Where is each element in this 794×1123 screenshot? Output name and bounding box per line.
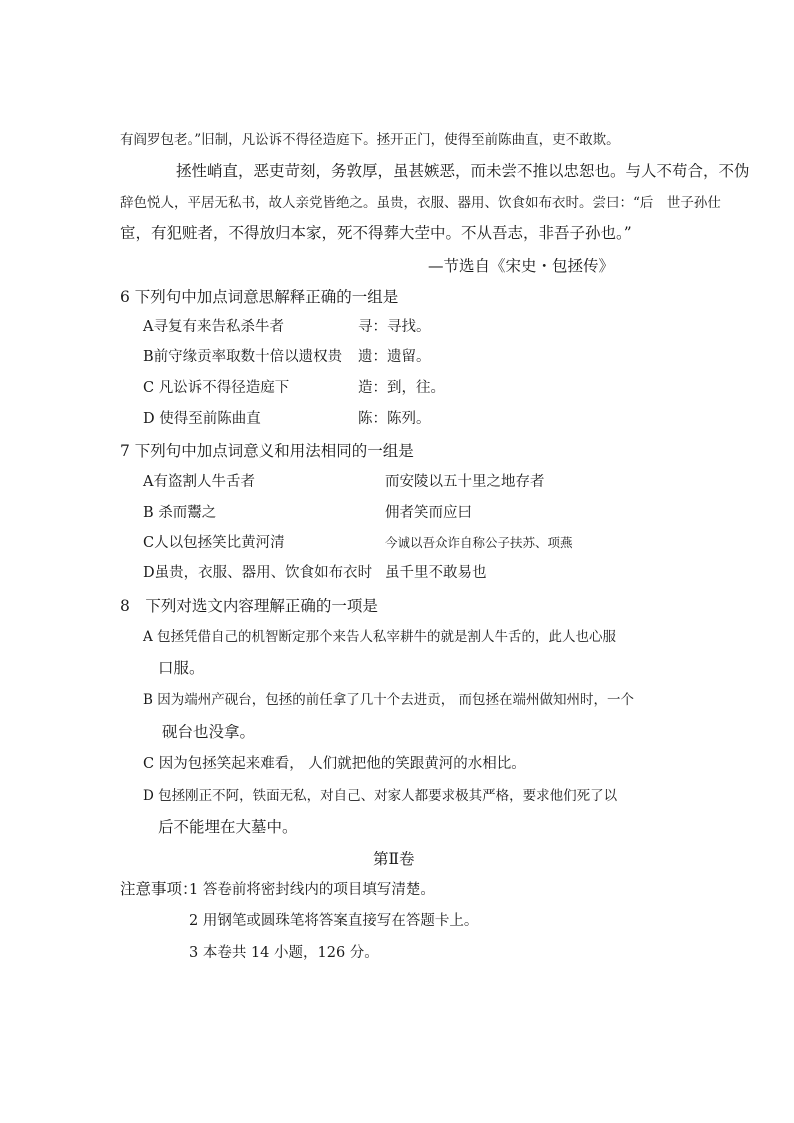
passage-line-3: 辞色悦人，平居无私书，故人亲党皆绝之。虽贵，衣服、器用、饮食如布衣时。尝曰：“后 世子孙仕 bbox=[120, 195, 721, 211]
q7-option-b-left: B 杀而鬻之 bbox=[143, 505, 217, 521]
passage-line-1: 有阎罗包老。”旧制，凡讼诉不得径造庭下。拯开正门，使得至前陈曲直，吏不敢欺。 bbox=[120, 132, 620, 148]
part2-note-3: 3 本卷共 14 小题，126 分。 bbox=[189, 945, 379, 961]
q7-option-d-left: D虽贵，衣服、器用、饮食如布衣时 bbox=[143, 565, 373, 581]
q6-stem: 6 下列句中加点词意思解释正确的一组是 bbox=[120, 288, 399, 306]
q6-option-d: D 使得至前陈曲直 bbox=[143, 411, 261, 427]
q7-option-a-left: A有盗割人牛舌者 bbox=[143, 474, 255, 490]
q6-gloss-d: 陈：陈列。 bbox=[358, 411, 431, 427]
q6-option-a: A寻复有来告私杀牛者 bbox=[143, 319, 284, 335]
q6-option-b: B前守缘贡率取数十倍以遗权贵 bbox=[143, 349, 343, 365]
part2-notes-label: 注意事项： bbox=[120, 880, 198, 898]
q6-gloss-b: 遗：遗留。 bbox=[358, 349, 431, 365]
q8-option-c: C 因为包拯笑起来难看， 人们就把他的笑跟黄河的水相比。 bbox=[143, 756, 526, 772]
q7-stem: 7 下列句中加点词意义和用法相同的一组是 bbox=[120, 442, 414, 460]
q6-gloss-c: 造：到，往。 bbox=[358, 380, 445, 396]
q7-option-a-right: 而安陵以五十里之地存者 bbox=[385, 474, 545, 490]
q7-option-d-right: 虽千里不敢易也 bbox=[385, 565, 487, 581]
q8-option-b-line2: 砚台也没拿。 bbox=[162, 723, 256, 741]
q7-option-b-right: 佣者笑而应曰 bbox=[385, 505, 472, 521]
part2-title: 第Ⅱ卷 bbox=[373, 850, 415, 868]
q8-option-b-line1: B 因为端州产砚台，包拯的前任拿了几十个去进贡， 而包拯在端州做知州时，一个 bbox=[143, 692, 635, 708]
q8-stem: 8 下列对选文内容理解正确的一项是 bbox=[120, 597, 378, 615]
q7-option-c-left: C人以包拯笑比黄河清 bbox=[143, 535, 285, 551]
q7-option-c-right: 今诚以吾众诈自称公子扶苏、项燕 bbox=[385, 535, 573, 550]
passage-line-4: 宦，有犯赃者，不得放归本家，死不得葬大茔中。不从吾志，非吾子孙也。” bbox=[120, 224, 632, 242]
q8-option-d-line1: D 包拯刚正不阿，铁面无私，对自己、对家人都要求极其严格，要求他们死了以 bbox=[143, 788, 618, 804]
part2-note-1: 1 答卷前将密封线内的项目填写清楚。 bbox=[189, 882, 435, 898]
q8-option-a-line1: A 包拯凭借自己的机智断定那个来告人私宰耕牛的就是割人牛舌的，此人也心服 bbox=[143, 629, 617, 645]
passage-line-2: 拯性峭直，恶吏苛刻，务敦厚，虽甚嫉恶，而未尝不推以忠恕也。与人不苟合，不伪 bbox=[176, 162, 750, 180]
passage-source: —节选自《宋史・包拯传》 bbox=[428, 257, 615, 275]
q8-option-a-line2: 口服。 bbox=[158, 659, 205, 677]
q8-option-d-line2: 后不能埋在大墓中。 bbox=[158, 818, 298, 836]
q6-option-c: C 凡讼诉不得径造庭下 bbox=[143, 380, 290, 396]
q6-gloss-a: 寻：寻找。 bbox=[358, 319, 431, 335]
part2-note-2: 2 用钢笔或圆珠笔将答案直接写在答题卡上。 bbox=[189, 913, 479, 929]
